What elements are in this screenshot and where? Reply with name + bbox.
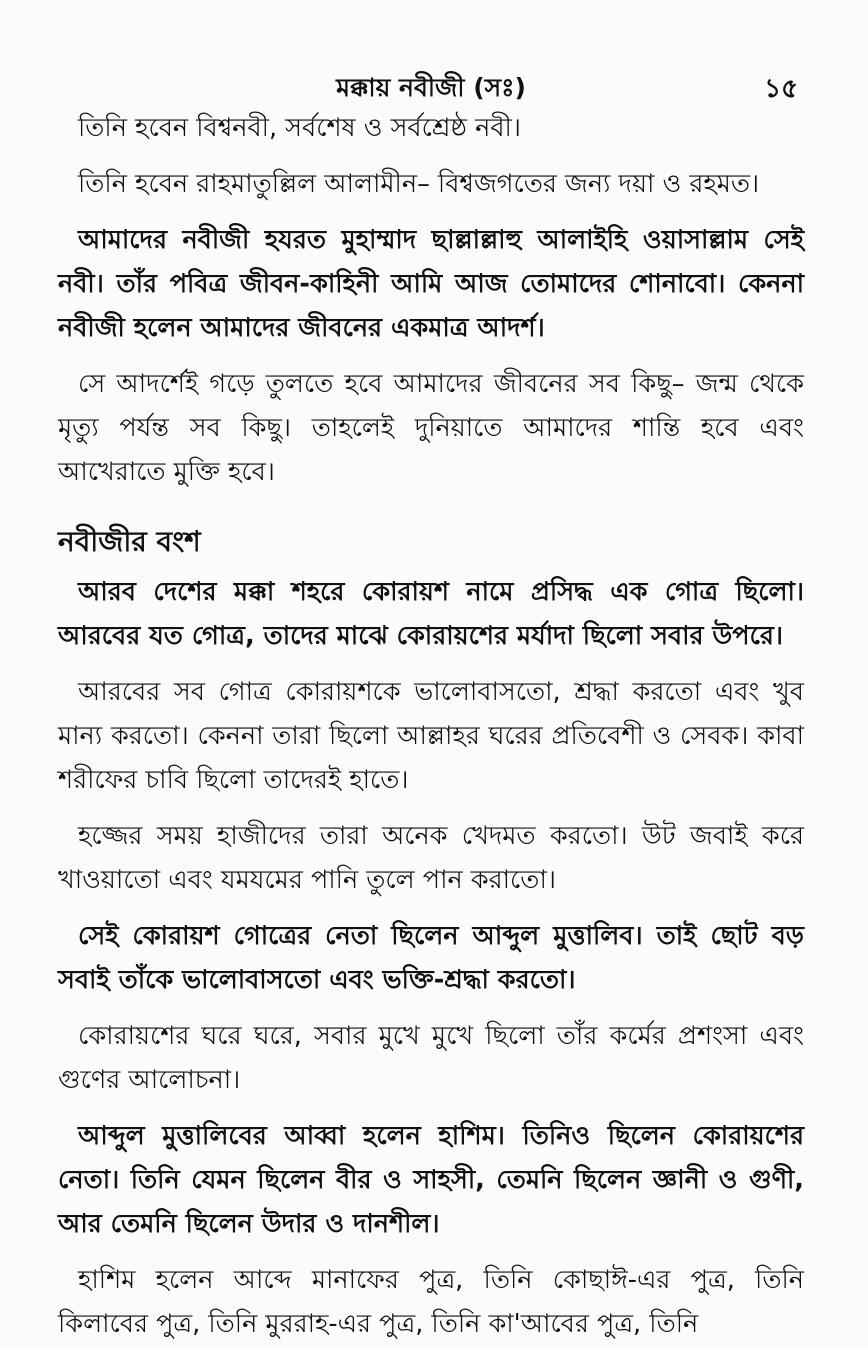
- paragraph: আমাদের নবীজী হযরত মুহাম্মাদ ছাল্লাল্লাহু আলাইহি ওয়াসাল্লাম সেই নবী। তাঁর পবিত্র জীবন-কাহিনী আমি আজ তোমাদের শোনাবো। কেননা নবীজী হলেন আমাদের জীবনের একমাত্র আদর্শ।: [58, 225, 804, 343]
- running-head: [58, 62, 804, 106]
- paragraph: তিনি হবেন বিশ্বনবী, সর্বশেষ ও সর্বশ্রেষ্ঠ নবী।: [78, 113, 521, 143]
- paragraph: হজ্জের সময় হাজীদের তারা অনেক খেদমত করতো। উট জবাই করে খাওয়াতো এবং যমযমের পানি তুলে পান করাতো।: [58, 821, 804, 895]
- paragraph: আরবের সব গোত্র কোরায়শকে ভালোবাসতো, শ্রদ্ধা করতো এবং খুব মান্য করতো। কেননা তারা ছিলো আল্লাহর ঘরের প্রতিবেশী ও সেবক। কাবা শরীফের চাবি ছিলো তাদেরই হাতে।: [58, 677, 804, 795]
- paragraph: সে আদর্শেই গড়ে তুলতে হবে আমাদের জীবনের সব কিছু– জন্ম থেকে মৃত্যু পর্যন্ত সব কিছু। তাহলেই দুনিয়াতে আমাদের শান্তি হবে এবং আখেরাতে মুক্তি হবে।: [58, 369, 804, 487]
- running-title: মক্কায় নবীজী (সঃ): [336, 73, 526, 102]
- paragraph: আরব দেশের মক্কা শহরে কোরায়শ নামে প্রসিদ্ধ এক গোত্র ছিলো। আরবের যত গোত্র, তাদের মাঝে কোরায়শের মর্যাদা ছিলো সবার উপরে।: [58, 577, 804, 651]
- paragraph: তিনি হবেন রাহমাতুল্লিল আলামীন– বিশ্বজগতের জন্য দয়া ও রহমত।: [78, 169, 760, 199]
- paragraph: হাশিম হলেন আব্দে মানাফের পুত্র, তিনি কোছাঈ-এর পুত্র, তিনি কিলাবের পুত্র, তিনি মুররাহ-এর পুত্র, তিনি কা'আবের পুত্র, তিনি: [58, 1265, 804, 1339]
- paragraph: কোরায়শের ঘরে ঘরে, সবার মুখে মুখে ছিলো তাঁর কর্মের প্রশংসা এবং গুণের আলোচনা।: [58, 1021, 804, 1095]
- paragraph: আব্দুল মুত্তালিবের আব্বা হলেন হাশিম। তিনিও ছিলেন কোরায়শের নেতা। তিনি যেমন ছিলেন বীর ও সাহসী, তেমনি ছিলেন জ্ঞানী ও গুণী, আর তেমনি ছিলেন উদার ও দানশীল।: [58, 1121, 804, 1239]
- paragraph: সেই কোরায়শ গোত্রের নেতা ছিলেন আব্দুল মুত্তালিব। তাই ছোট বড় সবাই তাঁকে ভালোবাসতো এবং ভক্তি-শ্রদ্ধা করতো।: [58, 921, 804, 995]
- page-number: ১৫: [764, 74, 798, 104]
- section-heading: নবীজীর বংশ: [58, 525, 201, 558]
